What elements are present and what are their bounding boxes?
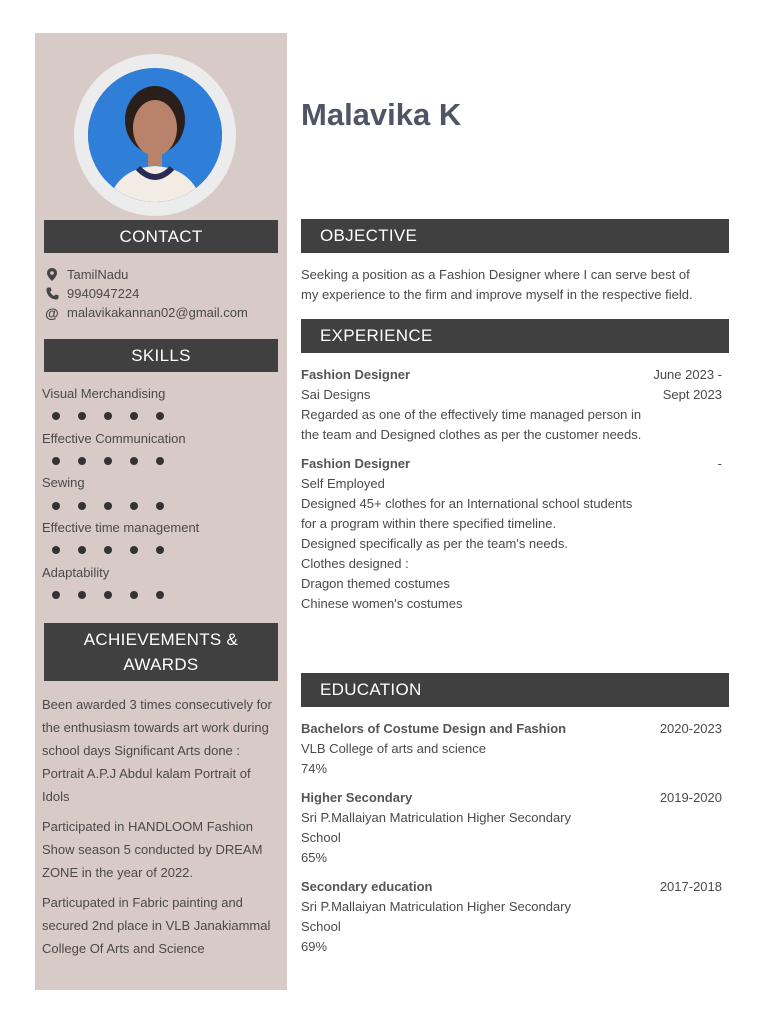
- skills-heading: SKILLS: [44, 339, 278, 372]
- skill-rating: [52, 457, 182, 465]
- sidebar: [35, 33, 287, 990]
- skill-label: Adaptability: [42, 565, 110, 580]
- education-entry: Secondary education Sri P.Mallaiyan Matriculation Higher Secondary School 69%: [301, 879, 571, 954]
- achievement-item: Participated in HANDLOOM Fashion Show season 5 conducted by DREAM ZONE in the year of 2022.: [42, 819, 263, 880]
- at-sign-icon: @: [45, 304, 59, 321]
- skill-label: Visual Merchandising: [42, 386, 166, 401]
- job-dates: June 2023 - Sept 2023: [653, 367, 722, 402]
- objective-heading: OBJECTIVE: [301, 219, 729, 253]
- contact-location: [44, 267, 128, 282]
- achievement-item: Particupated in Fabric painting and secured 2nd place in VLB Janakiammal College Of Arts and Science: [42, 895, 271, 956]
- contact-heading: CONTACT: [44, 220, 278, 253]
- email-text[interactable]: malavikakannan02@gmail.com: [67, 305, 248, 320]
- contact-phone: [44, 286, 139, 301]
- phone-text: 9940947224: [67, 286, 140, 301]
- experience-entry: Fashion Designer Self Employed Designed 45+ clothes for an International school students for a program within there specified timeline. Designed specifically as per the team's needs. Clothes designed : Dragon themed costumes Chinese women's costumes: [301, 456, 633, 611]
- education-years: 2017-2018: [659, 879, 722, 894]
- location-text: TamilNadu: [67, 267, 129, 282]
- objective-text: Seeking a position as a Fashion Designer where I can serve best of my experience to the firm and improve myself in the respective field.: [301, 267, 693, 302]
- degree-title: Higher Secondary: [301, 790, 413, 805]
- job-dates: -: [717, 456, 722, 471]
- company-name: Self Employed: [301, 476, 385, 491]
- skill-rating: [52, 412, 182, 420]
- profile-photo-frame: [74, 54, 236, 216]
- degree-title: Bachelors of Costume Design and Fashion: [301, 721, 567, 736]
- education-years: 2020-2023: [659, 721, 722, 736]
- achievement-item: Been awarded 3 times consecutively for the enthusiasm towards art work during school days Significant Arts done : Portrait A.P.J Abdul kalam Portrait of Idols: [42, 697, 272, 804]
- skill-rating: [52, 502, 182, 510]
- education-years: 2019-2020: [659, 790, 722, 805]
- skill-label: Effective time management: [42, 520, 200, 535]
- job-title: Fashion Designer: [301, 367, 411, 382]
- job-title: Fashion Designer: [301, 456, 411, 471]
- company-name: Sai Designs: [301, 387, 371, 402]
- candidate-name: Malavika K: [301, 97, 462, 132]
- education-entry: Higher Secondary Sri P.Mallaiyan Matriculation Higher Secondary School 65%: [301, 790, 571, 865]
- education-entry: Bachelors of Costume Design and Fashion VLB College of arts and science 74%: [301, 721, 567, 776]
- achievements-heading: ACHIEVEMENTS & AWARDS: [44, 623, 278, 681]
- education-heading: EDUCATION: [301, 673, 729, 707]
- degree-title: Secondary education: [301, 879, 433, 894]
- skill-rating: [52, 546, 182, 554]
- skill-rating: [52, 591, 182, 599]
- experience-heading: EXPERIENCE: [301, 319, 729, 353]
- location-pin-icon: [44, 268, 60, 282]
- phone-icon: [44, 287, 60, 301]
- skill-label: Sewing: [42, 475, 85, 490]
- contact-email[interactable]: [44, 305, 248, 320]
- skill-label: Effective Communication: [42, 431, 186, 446]
- experience-entry: Fashion Designer Sai Designs Regarded as one of the effectively time managed person in the team and Designed clothes as per the customer needs.: [301, 367, 642, 442]
- profile-photo: [88, 68, 222, 202]
